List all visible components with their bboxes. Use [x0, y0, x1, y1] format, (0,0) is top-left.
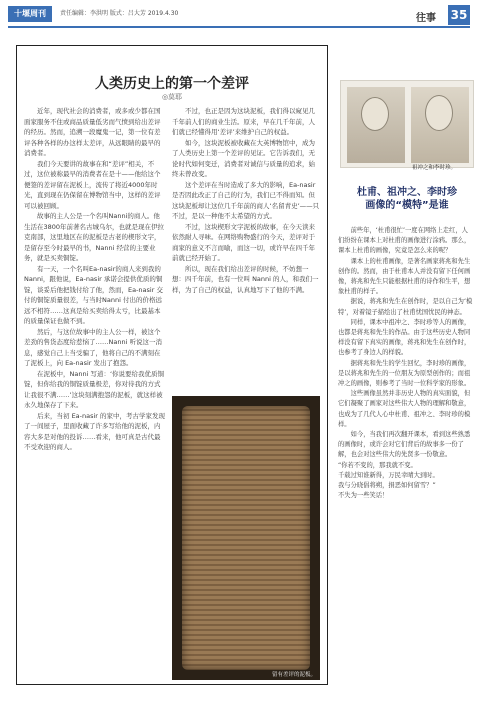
poem-line: 千载过知谁新得，万民幸晴大到时。	[338, 471, 439, 479]
paragraph: 在泥板中，Nanni 写道：‘你说要给我优质铜锭，但你给我的铜锭质量极差，你对待我的方式让我很不满……’这块刻满抱怨的泥板，就这样被永久地保存了下来。	[24, 369, 165, 409]
paragraph: 故事的主人公是一个名叫Nanni的商人。他生活在3800年前著名古城乌尔，也就是现在伊拉克南部，这里地区在的泥板是古老的楔形文字，是留存至今时最早的书，Nanni 经营的主要业务，就是买卖铜锭。	[24, 212, 165, 262]
article-author: ◎莫耶	[161, 93, 183, 101]
paragraph: 这个差评在当时造成了多大的影响，Ea-nasir 是否因此改正了自己的行为，我们已不得而知。但这块泥板却让这位几千年前的商人‘名留青史’——只不过，是以一种他不太希望的方式。	[172, 180, 320, 220]
paragraph: 不过，也正是因为这块泥板，我们得以窥见几千年前人们的商业生活。原来，早在几千年前，人们就已经懂得用‘差评’来维护自己的权益。	[172, 107, 315, 136]
portrait-zu-chongzhi	[347, 87, 405, 163]
sidebar-title-line2: 画像的“模特”是谁	[365, 200, 449, 211]
paragraph: 如今，这块泥板被收藏在大英博物馆中，成为了人类历史上第一个差评的见证。它告诉我们，无论时代如何变迁，消费者对诚信与质量的追求，始终未曾改变。	[172, 138, 315, 178]
clay-tablet-photo	[172, 396, 320, 680]
paragraph: 同样，课本中祖冲之、李时珍等人的画像，也都是蒋兆和先生的作品。由于这些历史人物同样没有留下真实的画像，蒋兆和先生在创作时，也参考了身边人的样貌。	[338, 318, 471, 357]
paragraph: 前些年，‘杜甫很忙’一度在网络上走红，人们纷纷在课本上对杜甫的画像进行涂鸦。那么，课本上杜甫的画像，究竟是怎么来的呢？	[338, 227, 471, 255]
cuneiform-tablet	[182, 406, 310, 670]
editor-info: 责任编辑：李洪明 版式：吕大芳 2019.4.30	[60, 10, 179, 17]
poem-line: 不失为一些笑话！	[338, 492, 389, 500]
article-column-2	[172, 106, 320, 390]
paragraph: 后来，当初 Ea-nasir 的家中，考古学家发现了一间屋子，里面收藏了许多写给他的泥板，内容大多是对他的投诉……看来，他可真是古代最不受欢迎的商人。	[24, 411, 166, 451]
header-divider	[8, 26, 470, 28]
poem-line: 我与分晓倡将朔，捐恶如何留雪？”	[338, 482, 436, 490]
sidebar-article	[338, 226, 474, 688]
face-illustration	[425, 95, 453, 131]
poem-line: “你若不变的，那我就不变。	[338, 461, 417, 469]
paragraph: 近年，现代社会的消费者，或多或少都在国面家服务不住或商品质量低劣而气愤到给出差评的经历。然而，追溯一段魔鬼一记，第一位有差评各种各样的办这样太差评，从远眼睛的最早的消费者。	[24, 107, 161, 157]
tablet-caption: 留有差评的泥板。	[272, 672, 317, 678]
publication-badge: 十堰周刊	[8, 6, 52, 22]
paragraph: 我们今天要讲的故事在和“差评”相关，不过，这位被称最早的消费者在是十——他给这个便签的差评留在泥板上，流传了将近4000年时光，直到现在仍保留在博物馆当中，这样的差评可以被回顾。	[24, 159, 161, 210]
portrait-li-shizhen	[411, 87, 469, 163]
paragraph: 据蒋兆和先生的学生回忆，李时珍的画像，是以蒋兆和先生的一位朋友为原型创作的；而祖冲之的画像，则参考了当时一位科学家的形象。	[338, 359, 471, 388]
paragraph: 这些画像虽然并非历史人物的真实面貌，但它们凝聚了画家对这些伟大人物的理解和敬意，也成为了几代人心中杜甫、祖冲之、李时珍的模样。	[338, 390, 471, 428]
paragraph: 课本上的杜甫画像，是著名画家蒋兆和先生创作的。然而，由于杜甫本人并没有留下任何画像，蒋兆和先生只能根据杜甫的诗作和生平，想象杜甫的样子。	[338, 257, 471, 296]
page-number: 35	[448, 5, 470, 25]
article-column-1	[24, 106, 166, 680]
sidebar-title	[340, 186, 474, 212]
article-title: 人类历史上的第一个差评	[95, 76, 249, 92]
section-title: 往事	[416, 13, 436, 24]
portraits-image	[340, 80, 474, 168]
paragraph: 然后，与这位故事中的主人公一样，被这个差劲的售货态度给惹恼了……Nanni 听说这一消息，感觉自己上当受骗了，他将自己的不满刻在了泥板上，向 Ea-nasir 发出了抱怨。	[24, 327, 162, 367]
paragraph: 有一天，一个名叫Ea-nasir的商人来到我的 Nanni，跟他说，Ea-nasir 承诺会提供优质的铜锭，谈妥后他把钱付给了他，然而，Ea-nasir 交付的铜锭质量很差，与当时Nanni 付出的价格远远不相符……这真是给买卖给得太亏，比最基本的质量保证也做不到。	[24, 264, 163, 325]
paragraph: 据说，蒋兆和先生在创作时，是以自己为‘模特’，对着镜子描绘出了杜甫忧国忧民的神态。	[338, 298, 473, 316]
portrait-caption: 祖冲之和李时珍。	[412, 165, 457, 171]
paragraph: 不过，这块楔形文字泥板的故事，在今天读来依然耐人寻味。在网络购物盛行的今天，差评对于商家的意义不言而喻，而这一切，或许早在四千年前就已经开始了。	[172, 222, 315, 262]
paragraph: 所以，现在我们给出差评的时候，不妨想一想：四千年前，也有一位叫 Nanni 的人，和我们一样，为了自己的权益，认真地写下了他的不满。	[172, 264, 319, 294]
sidebar-title-line1: 杜甫、祖冲之、李时珍	[357, 187, 457, 198]
paragraph: 如今，当我们再次翻开课本，看到这些熟悉的画像时，或许会对它们背后的故事多一份了解，也会对这些伟大的先贤多一份敬意。	[338, 431, 471, 459]
face-illustration	[361, 97, 389, 131]
